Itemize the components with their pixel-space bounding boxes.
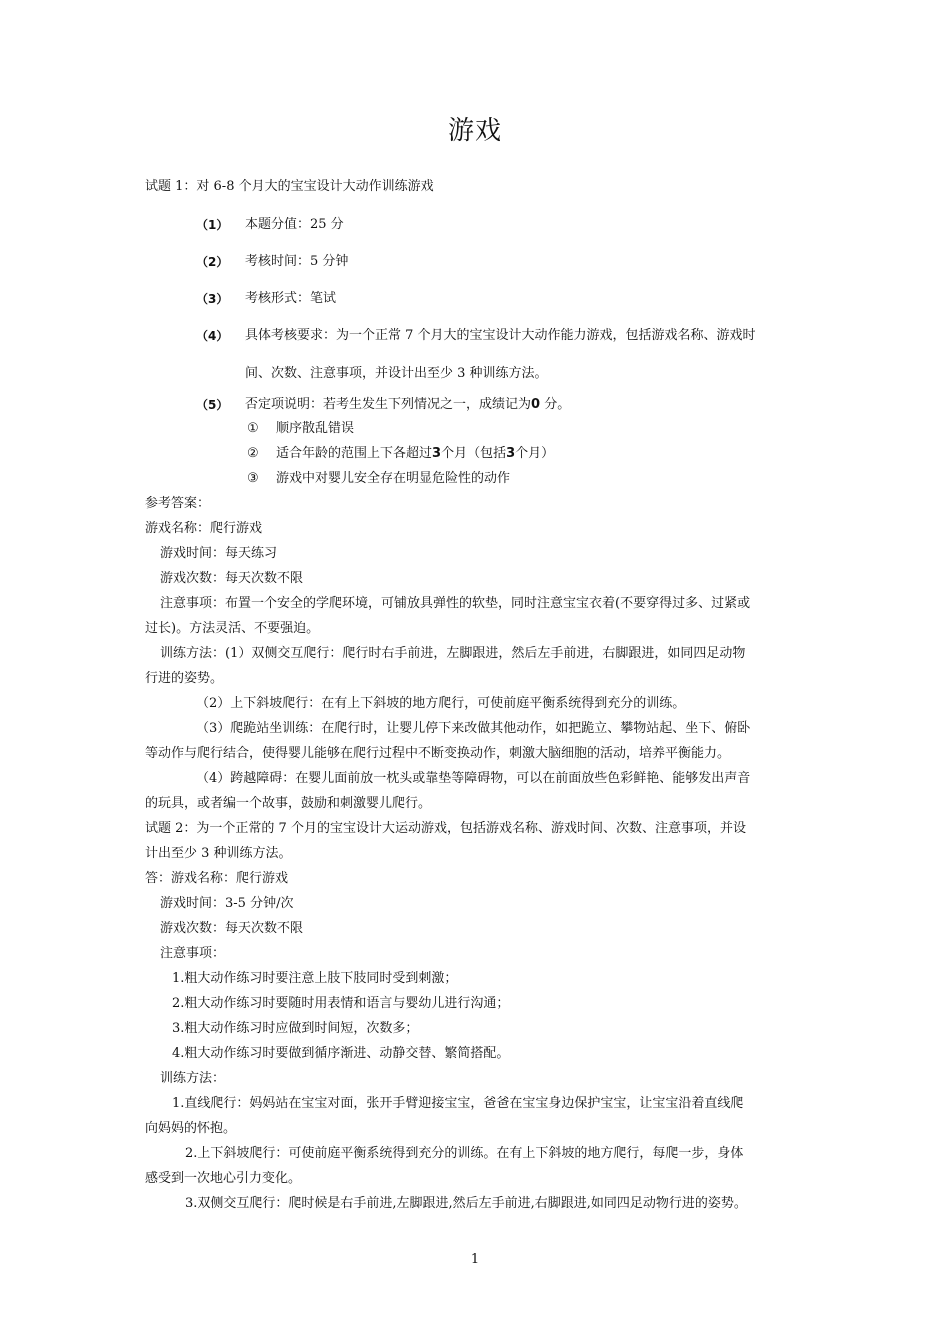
q2-methods-label: 训练方法： (160, 1071, 226, 1086)
q2-note-3: 3.粗大动作练习时应做到时间短，次数多； (172, 1021, 419, 1036)
q1-item-3-number: （3） (196, 292, 229, 306)
negative-2-marker: ② (247, 446, 259, 461)
q1-item-1-text: 本题分值：25 分 (245, 217, 344, 232)
answer1-notes-line1: 注意事项：布置一个安全的学爬环境，可铺放具弹性的软垫，同时注意宝宝衣着(不要穿得过多、过紧或 (160, 596, 751, 611)
q2-method3: 3.双侧交互爬行：爬时候是右手前进,左脚跟进,然后左手前进,右脚跟进,如同四足动物行进的姿势。 (185, 1196, 747, 1211)
q2-method1-line1: 1.直线爬行：妈妈站在宝宝对面，张开手臂迎接宝宝，爸爸在宝宝身边保护宝宝，让宝宝沿着直线爬 (172, 1096, 744, 1111)
answer1-method1-line2: 行进的姿势。 (145, 671, 224, 686)
q2-game-count: 游戏次数：每天次数不限 (160, 921, 304, 936)
negative-1-text: 顺序散乱错误 (276, 421, 355, 436)
q2-game-time: 游戏时间：3-5 分钟/次 (160, 896, 294, 911)
q2-heading-line1: 试题 2：为一个正常的 7 个月的宝宝设计大运动游戏，包括游戏名称、游戏时间、次数、注意事项，并设 (145, 821, 746, 836)
answer1-method2: （2）上下斜坡爬行：在有上下斜坡的地方爬行，可使前庭平衡系统得到充分的训练。 (196, 696, 686, 711)
q1-item-1-number: （1） (196, 218, 229, 232)
page-title: 游戏 (447, 116, 502, 146)
page-number: 1 (470, 1252, 480, 1267)
q2-notes-label: 注意事项： (160, 946, 226, 961)
answer1-method4-line2: 的玩具，或者编一个故事，鼓励和刺激婴儿爬行。 (145, 796, 432, 811)
q1-item-5-number: （5） (196, 398, 229, 412)
q2-note-1: 1.粗大动作练习时要注意上肢下肢同时受到刺激； (172, 971, 458, 986)
negative-2-text: 适合年龄的范围上下各超过3个月（包括3个月） (276, 446, 555, 461)
q2-note-2: 2.粗大动作练习时要随时用表情和语言与婴幼儿进行沟通； (172, 996, 510, 1011)
q1-item-2-text: 考核时间：5 分钟 (245, 254, 349, 269)
q2-note-4: 4.粗大动作练习时要做到循序渐进、动静交替、繁简搭配。 (172, 1046, 510, 1061)
answer1-game-count: 游戏次数：每天次数不限 (160, 571, 304, 586)
q2-heading-line2: 计出至少 3 种训练方法。 (145, 846, 292, 861)
negative-3-marker: ③ (247, 471, 259, 486)
answer1-method3-line1: （3）爬跪站坐训练：在爬行时，让婴儿停下来改做其他动作，如把跪立、攀物站起、坐下、俯卧 (196, 721, 751, 736)
q2-method1-line2: 向妈妈的怀抱。 (145, 1121, 237, 1136)
q1-item-2-number: （2） (196, 255, 229, 269)
q1-item-5-text: 否定项说明：若考生发生下列情况之一，成绩记为0 分。 (245, 397, 571, 412)
answer1-game-time: 游戏时间：每天练习 (160, 546, 278, 561)
answer1-method1-line1: 训练方法：(1）双侧交互爬行：爬行时右手前进，左脚跟进，然后左手前进，右脚跟进，如同四足动物 (160, 646, 746, 661)
answer1-notes-line2: 过长)。方法灵活、不要强迫。 (145, 621, 320, 636)
q1-item-4-text: 具体考核要求：为一个正常 7 个月大的宝宝设计大动作能力游戏，包括游戏名称、游戏时 (245, 328, 756, 343)
answer1-method3-line2: 等动作与爬行结合，使得婴儿能够在爬行过程中不断变换动作，刺激大脑细胞的活动，培养平衡能力。 (145, 746, 731, 761)
negative-3-text: 游戏中对婴儿安全存在明显危险性的动作 (276, 471, 511, 486)
q1-item-4-text-continued: 间、次数、注意事项，并设计出至少 3 种训练方法。 (245, 366, 548, 381)
q2-method2-line2: 感受到一次地心引力变化。 (145, 1171, 302, 1186)
answer1-game-name: 游戏名称：爬行游戏 (145, 521, 263, 536)
negative-1-marker: ① (247, 421, 259, 436)
q1-heading: 试题 1：对 6-8 个月大的宝宝设计大动作训练游戏 (145, 179, 434, 194)
q1-item-4-number: （4） (196, 329, 229, 343)
answer1-method4-line1: （4）跨越障碍：在婴儿面前放一枕头或靠垫等障碍物，可以在前面放些色彩鲜艳、能够发出声音 (196, 771, 751, 786)
q2-answer-game-name: 答：游戏名称：爬行游戏 (145, 871, 289, 886)
q2-method2-line1: 2.上下斜坡爬行：可使前庭平衡系统得到充分的训练。在有上下斜坡的地方爬行，每爬一步，身体 (185, 1146, 744, 1161)
q1-item-3-text: 考核形式：笔试 (245, 291, 337, 306)
answer-label: 参考答案： (145, 496, 211, 511)
